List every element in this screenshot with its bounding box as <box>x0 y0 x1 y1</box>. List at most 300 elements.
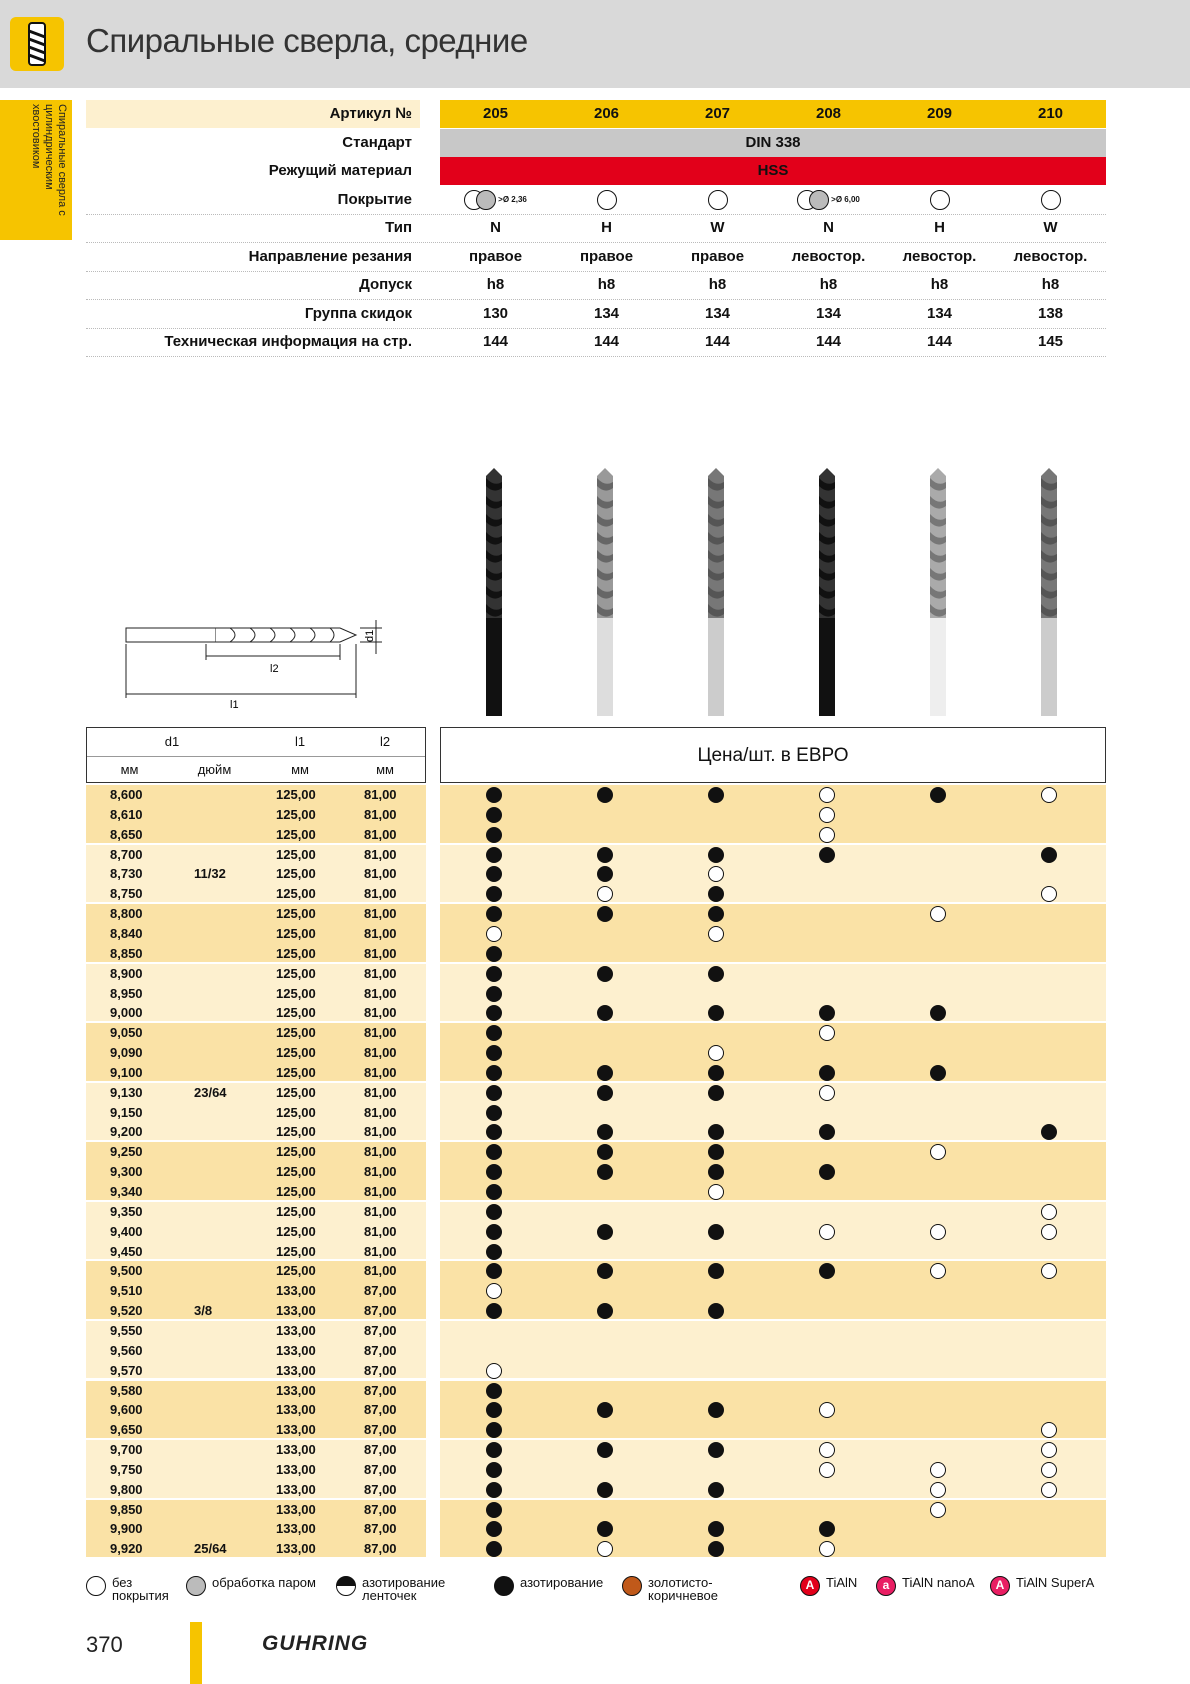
spec-value: h8 <box>1041 276 1060 293</box>
availability-dot <box>708 1482 724 1498</box>
diameter-mm: 8,650 <box>110 826 143 842</box>
availability-dot <box>930 1005 946 1021</box>
length-l2: 81,00 <box>364 1164 397 1180</box>
table-row[interactable] <box>86 1400 1106 1420</box>
spec-label: Режущий материал <box>268 162 412 179</box>
diameter-mm: 9,500 <box>110 1263 143 1279</box>
length-l1: 133,00 <box>276 1422 316 1438</box>
availability-ring <box>819 787 835 803</box>
col-d1-header: d1 <box>164 734 180 749</box>
length-l2: 81,00 <box>364 1184 397 1199</box>
table-row[interactable] <box>86 1539 1106 1559</box>
page-header <box>0 0 1190 88</box>
availability-ring <box>819 1442 835 1458</box>
availability-dot <box>708 1263 724 1279</box>
table-row[interactable] <box>86 1003 1106 1023</box>
availability-dot <box>819 1164 835 1180</box>
spec-label: Тип <box>385 219 412 236</box>
spec-value: W <box>710 219 725 236</box>
length-l2: 81,00 <box>364 1104 397 1120</box>
table-row[interactable] <box>86 1281 1106 1301</box>
diameter-mm: 9,130 <box>110 1084 143 1100</box>
availability-dot <box>1041 1124 1057 1140</box>
availability-dot <box>708 966 724 982</box>
diameter-mm: 8,730 <box>110 866 143 882</box>
legend-label: TiAlN <box>826 1575 858 1590</box>
legend-label: TiAlN SuperA <box>1016 1575 1095 1590</box>
availability-ring <box>1041 1442 1057 1458</box>
length-l2: 87,00 <box>364 1541 397 1557</box>
table-row[interactable] <box>86 1519 1106 1539</box>
availability-ring <box>819 1462 835 1478</box>
length-l2: 81,00 <box>364 925 397 941</box>
length-l1: 133,00 <box>276 1362 316 1378</box>
availability-dot <box>486 1085 502 1101</box>
diameter-mm: 9,400 <box>110 1223 143 1239</box>
availability-dot <box>819 1065 835 1081</box>
table-row[interactable] <box>86 924 1106 944</box>
length-l2: 87,00 <box>364 1422 397 1438</box>
diameter-mm: 9,520 <box>110 1303 143 1319</box>
availability-dot <box>486 1045 502 1061</box>
length-l2: 81,00 <box>364 985 397 1001</box>
spec-value: W <box>1043 219 1058 236</box>
availability-dot <box>486 1462 502 1478</box>
availability-dot <box>597 966 613 982</box>
length-l1: 125,00 <box>276 1144 316 1160</box>
spec-label: Стандарт <box>342 133 412 151</box>
spec-value: 144 <box>815 333 842 350</box>
spec-row <box>86 157 1106 185</box>
spec-value: 144 <box>704 333 731 350</box>
availability-dot <box>486 1224 502 1240</box>
length-l2: 81,00 <box>364 1243 397 1259</box>
length-l2: 81,00 <box>364 787 397 802</box>
spec-label: Группа скидок <box>304 304 412 322</box>
spec-value: 144 <box>926 333 953 350</box>
availability-dot <box>486 1144 502 1160</box>
legend-label: без покрытия <box>112 1575 169 1603</box>
spec-row <box>86 243 1106 272</box>
availability-dot <box>486 1303 502 1319</box>
availability-dot <box>486 986 502 1002</box>
length-l2: 87,00 <box>364 1521 397 1537</box>
availability-dot <box>486 1521 502 1537</box>
table-row[interactable] <box>86 785 1106 805</box>
length-l2: 81,00 <box>364 886 397 902</box>
availability-dot <box>597 787 613 803</box>
table-row[interactable] <box>86 1460 1106 1480</box>
table-row[interactable] <box>86 1242 1106 1262</box>
spec-value: H <box>601 219 612 236</box>
diameter-mm: 9,650 <box>110 1422 143 1438</box>
availability-ring <box>708 1184 724 1200</box>
availability-dot <box>486 827 502 843</box>
length-l1: 125,00 <box>276 886 316 902</box>
diameter-mm: 9,150 <box>110 1104 143 1120</box>
length-l2: 87,00 <box>364 1461 397 1477</box>
table-row[interactable] <box>86 1142 1106 1162</box>
length-l2: 81,00 <box>364 906 397 922</box>
availability-dot <box>486 886 502 902</box>
diameter-mm: 9,510 <box>110 1283 143 1299</box>
length-l1: 125,00 <box>276 1223 316 1239</box>
length-l2: 81,00 <box>364 1223 397 1239</box>
spec-value: 134 <box>593 304 620 322</box>
coating-note: >Ø 2,36 <box>498 194 527 204</box>
dimension-diagram <box>120 620 390 710</box>
length-l1: 133,00 <box>276 1501 316 1517</box>
legend-item <box>876 1572 976 1602</box>
diameter-mm: 9,920 <box>110 1541 143 1557</box>
availability-dot <box>486 1263 502 1279</box>
length-l2: 87,00 <box>364 1442 397 1458</box>
diameter-mm: 9,600 <box>110 1402 143 1418</box>
availability-dot <box>486 1005 502 1021</box>
availability-dot <box>597 847 613 863</box>
diagram-label-l2: l2 <box>270 663 279 675</box>
spec-value: h8 <box>486 276 505 293</box>
table-row[interactable] <box>86 805 1106 825</box>
table-row[interactable] <box>86 1500 1106 1520</box>
drill-image <box>1037 468 1061 716</box>
table-row[interactable] <box>86 1381 1106 1401</box>
availability-ring <box>930 906 946 922</box>
table-row[interactable] <box>86 1162 1106 1182</box>
legend-item <box>990 1572 1100 1602</box>
legend-item <box>622 1572 772 1602</box>
legend-swatch-icon <box>186 1576 206 1596</box>
drill-image <box>704 468 728 716</box>
footer-bar <box>190 1622 202 1684</box>
diameter-mm: 9,750 <box>110 1461 143 1477</box>
availability-ring <box>819 1085 835 1101</box>
length-l1: 133,00 <box>276 1402 316 1418</box>
length-l2: 81,00 <box>364 1045 397 1061</box>
table-row[interactable] <box>86 1103 1106 1123</box>
length-l1: 125,00 <box>276 965 316 981</box>
availability-ring <box>1041 1462 1057 1478</box>
length-l2: 81,00 <box>364 1064 397 1080</box>
availability-dot <box>708 1124 724 1140</box>
dimension-header <box>86 727 426 783</box>
length-l1: 133,00 <box>276 1283 316 1299</box>
spec-value: правое <box>468 247 523 265</box>
availability-ring <box>708 1045 724 1061</box>
spec-label: Покрытие <box>337 190 412 208</box>
table-row[interactable] <box>86 825 1106 845</box>
table-row[interactable] <box>86 904 1106 924</box>
availability-ring <box>930 1462 946 1478</box>
length-l1: 125,00 <box>276 1184 316 1199</box>
availability-dot <box>708 1065 724 1081</box>
legend-label: азотирование ленточек <box>362 1575 446 1603</box>
table-row[interactable] <box>86 845 1106 865</box>
table-row[interactable] <box>86 1321 1106 1341</box>
diameter-mm: 8,850 <box>110 945 143 961</box>
table-row[interactable] <box>86 1420 1106 1440</box>
length-l2: 81,00 <box>364 866 397 882</box>
coating-icon <box>551 186 662 214</box>
article-number: 210 <box>1037 105 1064 122</box>
length-l1: 125,00 <box>276 1084 316 1100</box>
length-l1: 125,00 <box>276 1124 316 1140</box>
availability-dot <box>486 1383 502 1399</box>
drill-image <box>926 468 950 716</box>
length-l1: 125,00 <box>276 945 316 961</box>
availability-dot <box>930 1065 946 1081</box>
spec-value: правое <box>579 247 634 265</box>
legend-item <box>86 1572 176 1602</box>
diameter-mm: 9,800 <box>110 1481 143 1497</box>
spec-row <box>86 271 1106 300</box>
length-l2: 87,00 <box>364 1322 397 1338</box>
article-number: 207 <box>704 105 731 122</box>
col-mm-header: мм <box>120 762 139 777</box>
availability-dot <box>597 1144 613 1160</box>
availability-ring <box>930 1502 946 1518</box>
spec-value: левостор. <box>902 247 977 265</box>
availability-dot <box>597 1164 613 1180</box>
table-row[interactable] <box>86 1222 1106 1242</box>
availability-dot <box>708 847 724 863</box>
table-row[interactable] <box>86 1341 1106 1361</box>
diagram-label-l1: l1 <box>230 699 239 710</box>
drill-logo-icon <box>10 17 64 71</box>
length-l1: 133,00 <box>276 1322 316 1338</box>
spec-value: 134 <box>926 304 953 322</box>
table-row[interactable] <box>86 884 1106 904</box>
table-row[interactable] <box>86 864 1106 884</box>
table-row[interactable] <box>86 1122 1106 1142</box>
availability-dot <box>708 787 724 803</box>
length-l1: 125,00 <box>276 985 316 1001</box>
availability-ring <box>597 886 613 902</box>
availability-dot <box>486 1025 502 1041</box>
availability-dot <box>597 1005 613 1021</box>
availability-ring <box>1041 1482 1057 1498</box>
table-row[interactable] <box>86 1440 1106 1460</box>
page-title: Спиральные сверла, средние <box>86 22 528 59</box>
spec-row <box>86 328 1106 357</box>
legend-swatch-icon <box>622 1576 642 1596</box>
diameter-mm: 9,570 <box>110 1362 143 1378</box>
availability-dot <box>597 1263 613 1279</box>
length-l2: 81,00 <box>364 1263 397 1279</box>
availability-ring <box>930 1144 946 1160</box>
availability-dot <box>597 1065 613 1081</box>
availability-dot <box>486 966 502 982</box>
availability-ring <box>1041 787 1057 803</box>
length-l1: 125,00 <box>276 1025 316 1041</box>
length-l2: 81,00 <box>364 846 397 862</box>
table-row[interactable] <box>86 1480 1106 1500</box>
availability-dot <box>708 1521 724 1537</box>
diameter-mm: 9,050 <box>110 1025 143 1041</box>
availability-dot <box>486 787 502 803</box>
diameter-mm: 8,600 <box>110 787 143 802</box>
diameter-mm: 8,700 <box>110 846 143 862</box>
table-row[interactable] <box>86 1301 1106 1321</box>
length-l2: 81,00 <box>364 806 397 822</box>
diameter-mm: 8,750 <box>110 886 143 902</box>
legend-swatch-icon: A <box>800 1576 820 1596</box>
spec-value: правое <box>690 247 745 265</box>
length-l1: 125,00 <box>276 906 316 922</box>
length-l2: 81,00 <box>364 1005 397 1021</box>
table-row[interactable] <box>86 1202 1106 1222</box>
diameter-mm: 8,610 <box>110 806 143 822</box>
availability-dot <box>597 1303 613 1319</box>
legend-swatch-icon: A <box>990 1576 1010 1596</box>
diameter-inch: 23/64 <box>194 1084 227 1100</box>
coating-icon <box>884 186 995 214</box>
diameter-mm: 9,850 <box>110 1501 143 1517</box>
diameter-mm: 9,900 <box>110 1521 143 1537</box>
availability-ring <box>708 926 724 942</box>
legend-label: азотирование <box>520 1575 604 1590</box>
legend-label: золотисто-коричневое <box>648 1575 718 1603</box>
price-header: Цена/шт. в ЕВРО <box>440 727 1106 783</box>
spec-value: 134 <box>704 304 731 322</box>
availability-dot <box>819 1005 835 1021</box>
availability-dot <box>819 1521 835 1537</box>
legend-item <box>186 1572 316 1602</box>
spec-label: Направление резания <box>248 247 412 265</box>
spec-value: H <box>934 219 945 236</box>
availability-dot <box>597 906 613 922</box>
availability-ring <box>930 1263 946 1279</box>
legend-item <box>494 1572 604 1602</box>
legend-item <box>800 1572 860 1602</box>
length-l1: 125,00 <box>276 787 316 802</box>
availability-ring <box>1041 1263 1057 1279</box>
spec-value: h8 <box>597 276 616 293</box>
spec-value: h8 <box>819 276 838 293</box>
diameter-mm: 9,560 <box>110 1342 143 1358</box>
availability-dot <box>708 886 724 902</box>
availability-dot <box>486 1482 502 1498</box>
availability-dot <box>486 1164 502 1180</box>
table-row[interactable] <box>86 1083 1106 1103</box>
table-row[interactable] <box>86 964 1106 984</box>
legend-label: обработка паром <box>212 1575 316 1590</box>
length-l2: 87,00 <box>364 1303 397 1319</box>
availability-dot <box>486 946 502 962</box>
diameter-mm: 9,580 <box>110 1382 143 1398</box>
length-l2: 81,00 <box>364 945 397 961</box>
article-number: 205 <box>482 105 509 122</box>
availability-dot <box>819 1263 835 1279</box>
spec-value: 130 <box>482 304 509 322</box>
drill-image <box>815 468 839 716</box>
table-row[interactable] <box>86 984 1106 1004</box>
legend-swatch-icon <box>336 1576 356 1596</box>
spec-row <box>86 300 1106 329</box>
length-l1: 125,00 <box>276 1203 316 1219</box>
availability-dot <box>486 906 502 922</box>
availability-dot <box>708 1144 724 1160</box>
availability-dot <box>597 866 613 882</box>
availability-dot <box>708 1541 724 1557</box>
table-row[interactable] <box>86 1063 1106 1083</box>
diameter-mm: 9,550 <box>110 1322 143 1338</box>
diameter-inch: 25/64 <box>194 1541 227 1557</box>
diameter-mm: 9,250 <box>110 1144 143 1160</box>
availability-dot <box>708 1005 724 1021</box>
length-l1: 125,00 <box>276 826 316 842</box>
availability-ring <box>930 1482 946 1498</box>
length-l2: 81,00 <box>364 1144 397 1160</box>
length-l2: 87,00 <box>364 1382 397 1398</box>
side-category-label: Спиральные сверла с цилиндрическим хвостовиком <box>30 104 68 216</box>
spec-value: 138 <box>1037 304 1064 322</box>
diameter-mm: 9,700 <box>110 1442 143 1458</box>
availability-ring <box>819 1025 835 1041</box>
availability-dot <box>486 1502 502 1518</box>
availability-ring <box>930 1224 946 1240</box>
spec-label: Техническая информация на стр. <box>164 333 412 350</box>
spec-value: N <box>490 219 501 236</box>
length-l1: 133,00 <box>276 1342 316 1358</box>
availability-dot <box>486 866 502 882</box>
length-l2: 81,00 <box>364 826 397 842</box>
table-row[interactable] <box>86 1361 1106 1381</box>
spec-value: левостор. <box>791 247 866 265</box>
availability-dot <box>486 1244 502 1260</box>
legend-swatch-icon: a <box>876 1576 896 1596</box>
length-l1: 125,00 <box>276 1263 316 1279</box>
spec-row <box>86 129 1106 157</box>
length-l2: 87,00 <box>364 1362 397 1378</box>
diameter-mm: 8,950 <box>110 985 143 1001</box>
brand-logo: GUHRING <box>262 1632 369 1655</box>
table-row[interactable] <box>86 1043 1106 1063</box>
col-inch-header: дюйм <box>197 762 232 777</box>
availability-dot <box>597 1402 613 1418</box>
availability-dot <box>486 1124 502 1140</box>
table-row[interactable] <box>86 1182 1106 1202</box>
spec-value: 144 <box>482 333 509 350</box>
spec-value: левостор. <box>1013 247 1088 265</box>
availability-dot <box>486 1402 502 1418</box>
length-l1: 133,00 <box>276 1541 316 1557</box>
table-row[interactable] <box>86 1261 1106 1281</box>
length-l2: 87,00 <box>364 1481 397 1497</box>
diagram-label-d1: d1 <box>364 629 376 642</box>
page-number: 370 <box>86 1632 123 1657</box>
availability-dot <box>708 1303 724 1319</box>
spec-value: h8 <box>708 276 727 293</box>
availability-ring <box>819 1224 835 1240</box>
availability-ring <box>819 1402 835 1418</box>
spec-label: Артикул № <box>329 105 412 122</box>
length-l1: 125,00 <box>276 846 316 862</box>
diameter-mm: 8,840 <box>110 925 143 941</box>
col-l1-mm-header: мм <box>291 762 309 777</box>
length-l1: 125,00 <box>276 925 316 941</box>
length-l1: 133,00 <box>276 1382 316 1398</box>
availability-dot <box>930 787 946 803</box>
length-l1: 133,00 <box>276 1442 316 1458</box>
diameter-mm: 9,000 <box>110 1005 143 1021</box>
availability-dot <box>486 1065 502 1081</box>
availability-dot <box>486 807 502 823</box>
availability-ring <box>819 807 835 823</box>
availability-dot <box>597 1482 613 1498</box>
table-row[interactable] <box>86 1023 1106 1043</box>
table-row[interactable] <box>86 944 1106 964</box>
